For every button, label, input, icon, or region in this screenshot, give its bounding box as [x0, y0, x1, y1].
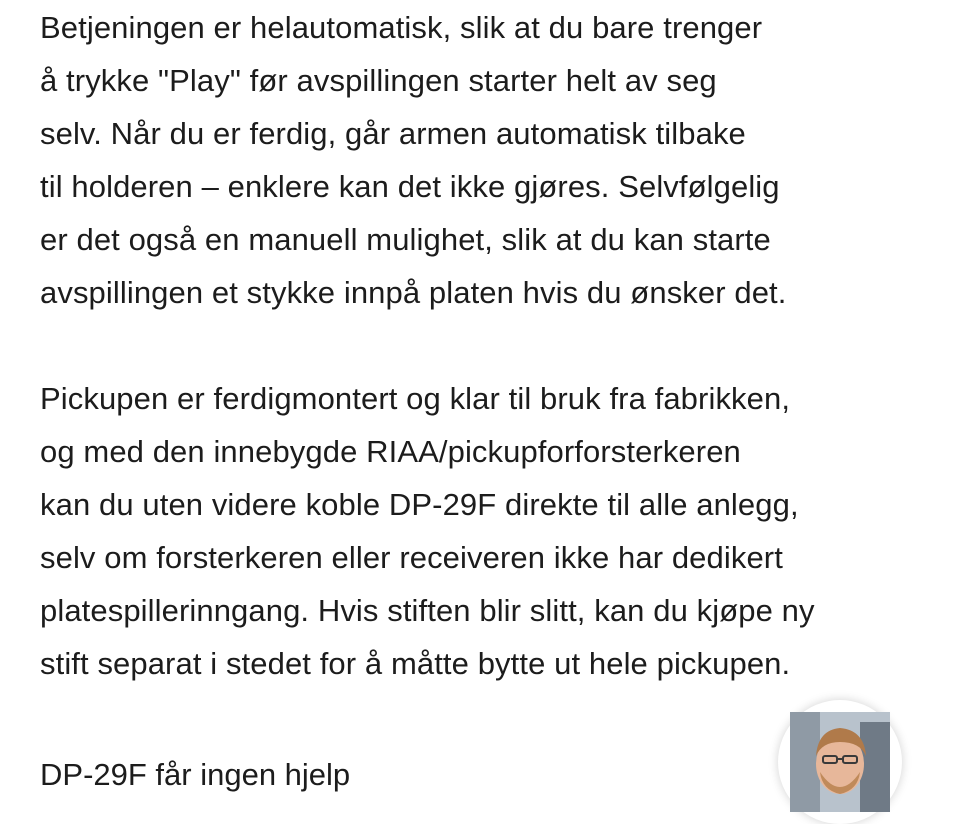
paragraph-line: kan du uten videre koble DP-29F direkte til alle anlegg,: [40, 487, 799, 522]
person-avatar-icon: [790, 712, 890, 812]
paragraph-line: selv. Når du er ferdig, går armen automatisk tilbake: [40, 116, 746, 151]
paragraph-line: selv om forsterkeren eller receiveren ikke har dedikert: [40, 540, 783, 575]
paragraph-line: Betjeningen er helautomatisk, slik at du bare trenger: [40, 10, 763, 45]
paragraph-line: platespillerinngang. Hvis stiften blir slitt, kan du kjøpe ny: [40, 593, 815, 628]
paragraph-line: er det også en manuell mulighet, slik at du kan starte: [40, 222, 771, 257]
paragraph-line: stift separat i stedet for å måtte bytte ut hele pickupen.: [40, 646, 791, 681]
article-paragraph-partial: DP-29F får ingen hjelp: [40, 757, 351, 792]
chat-widget-button[interactable]: [778, 700, 902, 824]
paragraph-line: avspillingen et stykke innpå platen hvis du ønsker det.: [40, 275, 787, 310]
article-paragraph: [40, 1, 940, 319]
paragraph-line: Pickupen er ferdigmontert og klar til bruk fra fabrikken,: [40, 381, 791, 416]
paragraph-spacer: [40, 319, 940, 372]
article-paragraph: [40, 372, 940, 690]
paragraph-line: å trykke "Play" før avspillingen starter helt av seg: [40, 63, 717, 98]
paragraph-line: til holderen – enklere kan det ikke gjøres. Selvfølgelig: [40, 169, 780, 204]
article-body: [40, 0, 940, 690]
paragraph-line: og med den innebygde RIAA/pickupforforsterkeren: [40, 434, 741, 469]
